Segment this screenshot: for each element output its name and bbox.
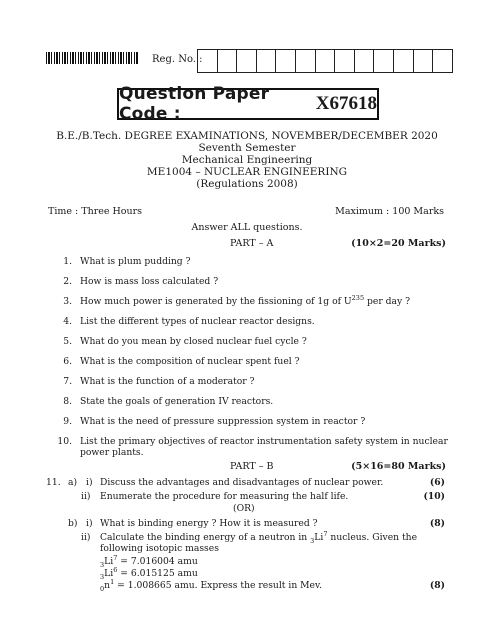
question-text: List the primary objectives of reactor instrumentation safety system in nuclear power plants. (80, 436, 448, 458)
subscript: 3 (100, 572, 105, 581)
reg-box (414, 50, 434, 72)
reg-box (374, 50, 394, 72)
reg-box (257, 50, 277, 72)
reg-box (316, 50, 336, 72)
question-text: What is the need of pressure suppression system in reactor ? (80, 416, 366, 427)
question-number: 4. (63, 316, 72, 327)
superscript: 1 (110, 577, 115, 586)
subscript: 0 (100, 584, 105, 593)
question-1 (52, 256, 440, 267)
question-text: What is the composition of nuclear spent fuel ? (80, 356, 300, 367)
time-label: Time : Three Hours (48, 206, 143, 217)
part-a-marks: (10×2=20 Marks) (351, 238, 446, 249)
isotope-li6 (100, 565, 198, 581)
isotope-value: = 6.015125 amu (117, 568, 198, 579)
element-symbol: n (104, 580, 111, 591)
question-8 (52, 396, 440, 407)
reg-box (355, 50, 375, 72)
q11b-i-text: What is binding energy ? How it is measured ? (100, 518, 318, 529)
q11b-ii-post: nucleus. Given the (327, 532, 418, 543)
q11b-i-label: i) (86, 518, 93, 529)
question-text: State the goals of generation IV reactors. (80, 396, 274, 407)
q11a-i-label: i) (86, 477, 93, 488)
part-a-title: PART – A (230, 238, 274, 249)
question-text: What is plum pudding ? (80, 256, 191, 267)
or-separator: (OR) (233, 503, 255, 514)
question-number: 7. (63, 376, 72, 387)
question-text (80, 293, 440, 307)
regulations: (Regulations 2008) (196, 178, 298, 190)
q11b-ii-marks: (8) (429, 580, 445, 591)
q11a-ii-text: Enumerate the procedure for measuring the half life. (100, 491, 349, 502)
q11a-label: a) (68, 477, 78, 488)
isotope-value: = 1.008665 amu. Express the result in Mev. (114, 580, 323, 591)
question-paper-code-box (117, 84, 379, 124)
question-text: What do you mean by closed nuclear fuel cycle ? (80, 336, 307, 347)
question-number: 8. (63, 396, 72, 407)
question-10 (52, 436, 450, 458)
reg-box (296, 50, 316, 72)
q11b-label: b) (68, 518, 78, 529)
question-number: 3. (63, 296, 72, 307)
department: Mechanical Engineering (181, 154, 313, 166)
reg-no-label: Reg. No. : (152, 54, 203, 65)
superscript: 7 (323, 529, 328, 538)
reg-box (394, 50, 414, 72)
question-text: How is mass loss calculated ? (80, 276, 219, 287)
q11a-i-text: Discuss the advantages and disadvantages of nuclear power. (100, 477, 384, 488)
part-b-title: PART – B (230, 461, 274, 472)
q11b-ii-line2: following isotopic masses (100, 543, 219, 554)
reg-box (218, 50, 238, 72)
question-5 (52, 336, 440, 347)
part-b-marks: (5×16=80 Marks) (351, 461, 446, 472)
question-number: 1. (63, 256, 72, 267)
element-symbol: Li (104, 568, 114, 579)
question-number: 10. (57, 436, 72, 447)
question-2 (52, 276, 440, 287)
superscript: 7 (113, 553, 118, 562)
reg-no-boxes (197, 49, 453, 73)
question-number: 6. (63, 356, 72, 367)
q11a-i-marks: (6) (429, 477, 445, 488)
reg-box (276, 50, 296, 72)
course-title: ME1004 – NUCLEAR ENGINEERING (146, 166, 348, 178)
reg-box (433, 50, 453, 72)
q11a-ii-marks: (10) (423, 491, 445, 502)
superscript: 6 (113, 565, 118, 574)
question-text-post: per day ? (364, 296, 411, 307)
isotope-n1 (100, 577, 323, 593)
q11a-ii-label: ii) (81, 491, 91, 502)
superscript: 235 (351, 293, 365, 302)
element-symbol: Li (314, 532, 324, 543)
question-text: List the different types of nuclear reactor designs. (80, 316, 315, 327)
element-symbol: Li (104, 556, 114, 567)
question-text: What is the function of a moderator ? (80, 376, 255, 387)
q11b-ii-pre: Calculate the binding energy of a neutron in (100, 532, 311, 543)
instruction: Answer ALL questions. (191, 222, 303, 233)
question-number: 2. (63, 276, 72, 287)
subscript: 3 (100, 560, 105, 569)
qpc-label: Question Paper Code : (119, 84, 270, 124)
barcode (46, 52, 138, 64)
semester: Seventh Semester (198, 142, 296, 154)
subscript: 3 (310, 536, 315, 545)
question-11-number: 11. (46, 477, 61, 488)
max-marks: Maximum : 100 Marks (335, 206, 444, 217)
question-7 (52, 376, 440, 387)
qpc-code: X67618 (315, 93, 377, 114)
isotope-value: = 7.016004 amu (117, 556, 198, 567)
question-number: 9. (63, 416, 72, 427)
q11b-i-marks: (8) (429, 518, 445, 529)
q11b-ii-text (100, 529, 440, 545)
question-6 (52, 356, 440, 367)
q11b-ii-label: ii) (81, 532, 91, 543)
question-4 (52, 316, 440, 327)
question-text-pre: How much power is generated by the fissioning of 1g of U (80, 296, 352, 307)
exam-title: B.E./B.Tech. DEGREE EXAMINATIONS, NOVEMBER/DECEMBER 2020 (56, 130, 438, 142)
reg-box (237, 50, 257, 72)
question-9 (52, 416, 440, 427)
reg-box (335, 50, 355, 72)
question-3 (52, 293, 440, 307)
reg-box (198, 50, 218, 72)
question-number: 5. (63, 336, 72, 347)
